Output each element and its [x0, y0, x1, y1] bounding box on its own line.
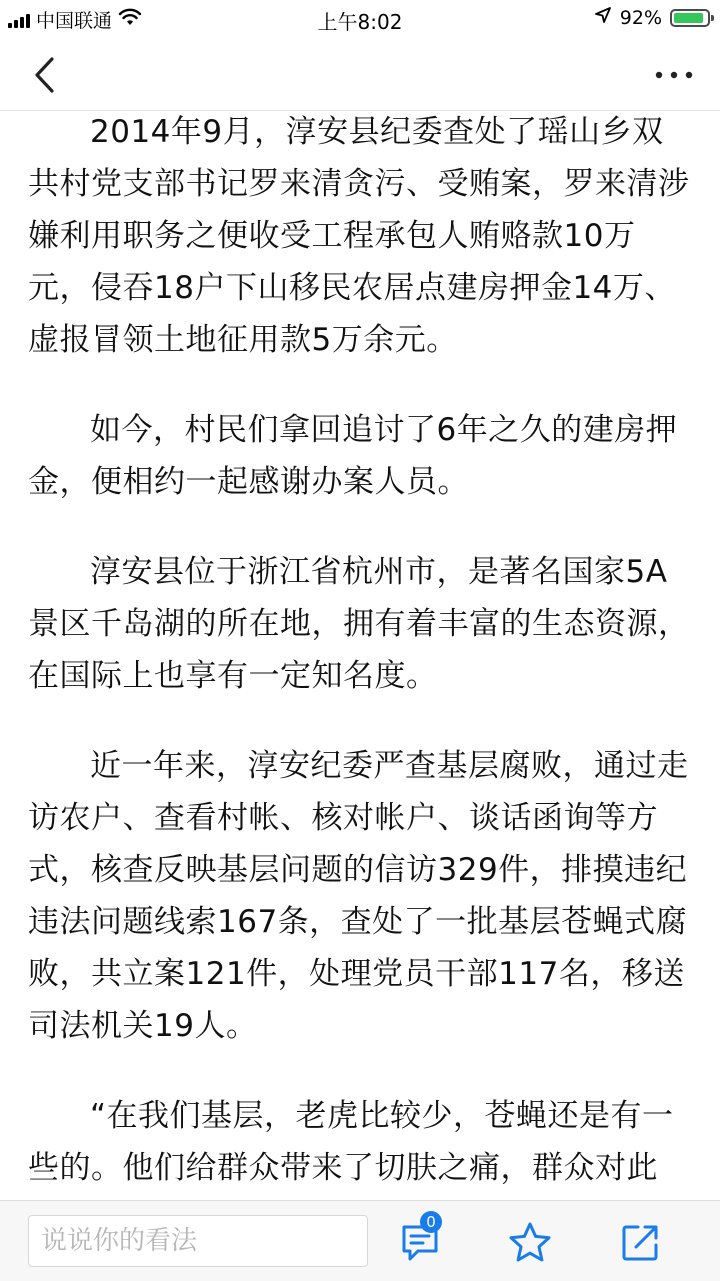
- status-time: 上午8:02: [317, 10, 403, 34]
- star-icon: [507, 1220, 553, 1266]
- status-bar: [0, 0, 720, 40]
- carrier-label: 中国联通: [36, 10, 113, 32]
- article-paragraph: 近一年来，淳安纪委严查基层腐败，通过走访农户、查看村帐、核对帐户、谈话函询等方式，核查反映基层问题的信访329件，排摸违纪违法问题线索167条，查处了一批基层苍蝇式腐败，共立案121件，处理党员干部117名，移送司法机关19人。: [28, 748, 689, 1044]
- article-paragraph: 如今，村民们拿回追讨了6年之久的建房押金，便相约一起感谢办案人员。: [28, 412, 678, 500]
- chevron-left-icon: [32, 55, 58, 95]
- comment-input[interactable]: [28, 1215, 368, 1267]
- back-button[interactable]: [20, 50, 70, 100]
- article-body: [0, 106, 720, 1194]
- status-right: [594, 6, 710, 29]
- battery-level: [674, 13, 703, 23]
- more-dots-icon: [654, 70, 694, 80]
- article-paragraph: “在我们基层，老虎比较少，苍蝇还是有一些的。他们给群众带来了切肤之痛，群众对此: [28, 1098, 674, 1186]
- share-button[interactable]: [612, 1215, 668, 1271]
- bottom-toolbar: [0, 1200, 720, 1281]
- more-button[interactable]: [642, 50, 706, 100]
- article-paragraph: 淳安县位于浙江省杭州市，是著名国家5A景区千岛湖的所在地，拥有着丰富的生态资源，在国际上也享有一定知名度。: [28, 554, 690, 694]
- comment-count-badge: 0: [420, 1211, 442, 1233]
- favorite-button[interactable]: [502, 1215, 558, 1271]
- battery-percent: 92%: [619, 6, 662, 29]
- location-arrow-icon: [594, 6, 612, 29]
- share-icon: [618, 1221, 662, 1265]
- article-scroll-area[interactable]: [0, 96, 720, 1200]
- nav-bar: [0, 40, 720, 111]
- article-paragraph: 2014年9月，淳安县纪委查处了瑶山乡双共村党支部书记罗来清贪污、受贿案，罗来清涉嫌利用职务之便收受工程承包人贿赂款10万元，侵吞18户下山移民农居点建房押金14万、虚报冒领土地征用款5万余元。: [28, 114, 690, 358]
- comment-button[interactable]: [392, 1215, 448, 1271]
- battery-icon: [670, 9, 710, 27]
- battery-tip: [711, 15, 714, 21]
